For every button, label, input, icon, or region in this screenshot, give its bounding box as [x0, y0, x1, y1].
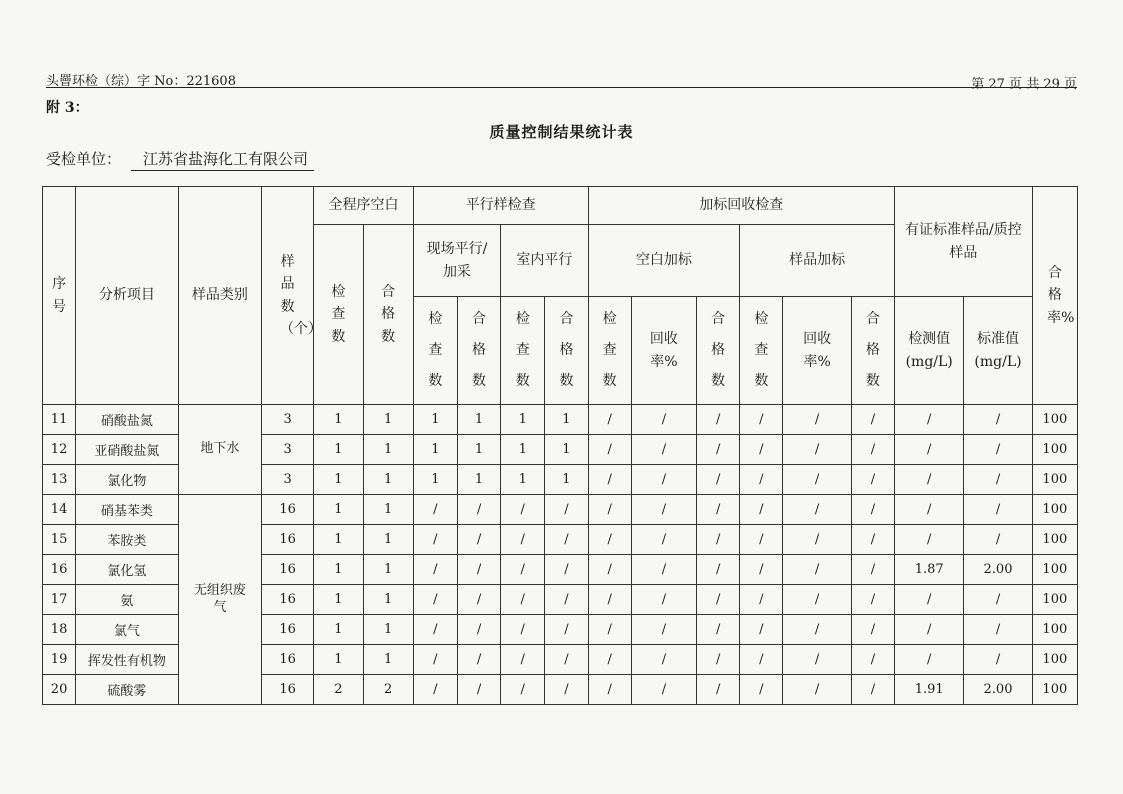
cell-value: /	[783, 585, 851, 615]
col-ss-check: 检查数	[740, 297, 783, 405]
cell-seq: 11	[43, 405, 76, 435]
cell-item: 氨	[76, 585, 178, 615]
cell-value: 1	[363, 615, 413, 645]
cell-value: /	[964, 525, 1032, 555]
cell-value: /	[545, 585, 588, 615]
cell-value: /	[697, 585, 740, 615]
cell-value: /	[413, 525, 457, 555]
cell-value: /	[740, 435, 783, 465]
cell-sample-count: 16	[262, 495, 314, 525]
cell-value: /	[545, 615, 588, 645]
cell-value: /	[413, 555, 457, 585]
cell-value: /	[964, 585, 1032, 615]
cell-value: /	[740, 615, 783, 645]
cell-item: 氯气	[76, 615, 178, 645]
cell-seq: 14	[43, 495, 76, 525]
cell-value: /	[457, 495, 500, 525]
cell-value: /	[588, 555, 631, 585]
cell-value: 1	[363, 405, 413, 435]
table-row	[43, 405, 1078, 435]
cell-value: 2	[363, 675, 413, 705]
cell-value: /	[964, 615, 1032, 645]
page-title: 质量控制结果统计表	[489, 123, 634, 141]
cell-value: 1	[545, 465, 588, 495]
col-measured: 检测值 (mg/L)	[895, 297, 964, 405]
cell-sample-count: 16	[262, 615, 314, 645]
cell-value: 1	[314, 645, 363, 675]
col-lab-check: 检查数	[501, 297, 545, 405]
cell-value: /	[631, 435, 696, 465]
cell-pass-rate: 100	[1032, 435, 1077, 465]
cell-value: 1	[314, 585, 363, 615]
col-seq: 序号	[43, 187, 76, 405]
col-sample-count: 样品数（个）	[262, 187, 314, 405]
cell-pass-rate: 100	[1032, 585, 1077, 615]
cell-value: 1	[363, 435, 413, 465]
cell-pass-rate: 100	[1032, 495, 1077, 525]
cell-value: /	[631, 645, 696, 675]
cell-value: /	[413, 585, 457, 615]
cell-value: /	[740, 585, 783, 615]
cell-value: /	[895, 615, 964, 645]
cell-value: /	[697, 465, 740, 495]
cell-sample-type: 地下水	[178, 405, 261, 495]
col-blank-group: 全程序空白	[314, 187, 413, 225]
cell-value: /	[501, 675, 545, 705]
cell-value: /	[964, 405, 1032, 435]
cell-value: 1	[314, 615, 363, 645]
col-field-parallel: 现场平行/加采	[413, 225, 500, 297]
col-lab-parallel: 室内平行	[501, 225, 588, 297]
cell-seq: 13	[43, 465, 76, 495]
doc-number: 头罾环检（综）字 No：221608	[46, 74, 236, 89]
cell-value: /	[588, 615, 631, 645]
cell-seq: 16	[43, 555, 76, 585]
cell-sample-type: 无组织废气	[178, 495, 261, 705]
cell-item: 硝酸盐氮	[76, 405, 178, 435]
cell-value: /	[501, 585, 545, 615]
cell-value: /	[588, 675, 631, 705]
cell-value: /	[964, 465, 1032, 495]
cell-value: /	[783, 615, 851, 645]
cell-value: /	[501, 555, 545, 585]
cell-value: 1	[457, 435, 500, 465]
cell-value: /	[413, 495, 457, 525]
cell-value: /	[457, 645, 500, 675]
cell-pass-rate: 100	[1032, 615, 1077, 645]
cell-seq: 20	[43, 675, 76, 705]
cell-value: /	[501, 525, 545, 555]
cell-value: /	[851, 495, 894, 525]
cell-value: 1	[457, 405, 500, 435]
cell-value: /	[740, 495, 783, 525]
cell-sample-count: 3	[262, 465, 314, 495]
col-ss-recovery: 回收率%	[783, 297, 851, 405]
cell-value: /	[631, 465, 696, 495]
cell-value: /	[697, 495, 740, 525]
cell-sample-count: 3	[262, 405, 314, 435]
cell-pass-rate: 100	[1032, 645, 1077, 675]
cell-value: /	[964, 435, 1032, 465]
cell-value: /	[501, 495, 545, 525]
col-sample-spike: 样品加标	[740, 225, 895, 297]
cell-seq: 17	[43, 585, 76, 615]
cell-value: /	[631, 585, 696, 615]
cell-value: /	[588, 585, 631, 615]
cell-value: /	[545, 645, 588, 675]
cell-value: /	[851, 645, 894, 675]
cell-value: /	[895, 525, 964, 555]
table-row	[43, 495, 1078, 525]
cell-value: /	[895, 585, 964, 615]
cell-value: 1.87	[895, 555, 964, 585]
cell-value: /	[740, 525, 783, 555]
cell-value: 2.00	[964, 555, 1032, 585]
col-blank-spike: 空白加标	[588, 225, 740, 297]
cell-value: /	[783, 465, 851, 495]
cell-sample-count: 3	[262, 435, 314, 465]
cell-pass-rate: 100	[1032, 555, 1077, 585]
cell-value: /	[851, 465, 894, 495]
cell-value: /	[545, 495, 588, 525]
col-ss-pass: 合格数	[851, 297, 894, 405]
cell-value: 1	[363, 465, 413, 495]
cell-value: /	[588, 495, 631, 525]
cell-value: /	[783, 555, 851, 585]
cell-item: 亚硝酸盐氮	[76, 435, 178, 465]
cell-value: /	[631, 615, 696, 645]
col-pass-rate: 合格率%	[1032, 187, 1077, 405]
cell-value: /	[895, 495, 964, 525]
cell-value: /	[501, 615, 545, 645]
cell-value: 1	[545, 405, 588, 435]
cell-value: 1	[545, 435, 588, 465]
inspected-unit	[46, 148, 314, 171]
cell-value: /	[457, 615, 500, 645]
cell-value: /	[697, 525, 740, 555]
cell-value: /	[413, 675, 457, 705]
cell-seq: 18	[43, 615, 76, 645]
col-lab-pass: 合格数	[545, 297, 588, 405]
cell-value: /	[783, 405, 851, 435]
cell-value: /	[697, 645, 740, 675]
cell-value: /	[895, 465, 964, 495]
col-blank-check: 检查数	[314, 225, 363, 405]
col-blank-pass: 合格数	[363, 225, 413, 405]
cell-value: 1	[413, 465, 457, 495]
cell-pass-rate: 100	[1032, 675, 1077, 705]
cell-value: 1	[363, 525, 413, 555]
cell-value: /	[895, 405, 964, 435]
cell-value: /	[413, 645, 457, 675]
cell-value: /	[697, 615, 740, 645]
cell-value: 1	[457, 465, 500, 495]
cell-value: /	[631, 525, 696, 555]
cell-value: /	[851, 615, 894, 645]
cell-value: 1	[314, 495, 363, 525]
cell-sample-count: 16	[262, 675, 314, 705]
cell-value: /	[851, 405, 894, 435]
col-parallel-group: 平行样检查	[413, 187, 588, 225]
cell-value: 1	[363, 555, 413, 585]
cell-value: /	[851, 525, 894, 555]
cell-value: /	[457, 555, 500, 585]
header-rule	[46, 87, 1077, 88]
cell-value: 2.00	[964, 675, 1032, 705]
col-bs-check: 检查数	[588, 297, 631, 405]
cell-value: /	[501, 645, 545, 675]
cell-sample-count: 16	[262, 585, 314, 615]
cell-value: 1	[501, 435, 545, 465]
cell-value: /	[631, 675, 696, 705]
cell-value: /	[697, 555, 740, 585]
cell-value: /	[783, 525, 851, 555]
col-sample-type: 样品类别	[178, 187, 261, 405]
cell-value: /	[895, 435, 964, 465]
cell-value: /	[588, 465, 631, 495]
cell-value: /	[457, 525, 500, 555]
cell-pass-rate: 100	[1032, 525, 1077, 555]
cell-value: /	[697, 405, 740, 435]
cell-value: 1	[363, 585, 413, 615]
col-standard: 标准值 (mg/L)	[964, 297, 1032, 405]
unit-label: 受检单位：	[46, 150, 122, 168]
cell-value: /	[631, 405, 696, 435]
cell-value: /	[588, 405, 631, 435]
cell-value: /	[740, 675, 783, 705]
cell-item: 硫酸雾	[76, 675, 178, 705]
cell-value: /	[851, 675, 894, 705]
cell-value: /	[740, 555, 783, 585]
cell-item: 硝基苯类	[76, 495, 178, 525]
cell-value: 1	[363, 645, 413, 675]
cell-sample-count: 16	[262, 645, 314, 675]
cell-seq: 15	[43, 525, 76, 555]
col-field-pass: 合格数	[457, 297, 500, 405]
cell-value: /	[783, 495, 851, 525]
cell-value: 1	[501, 465, 545, 495]
cell-value: /	[457, 585, 500, 615]
cell-value: 1	[314, 555, 363, 585]
cell-value: 1	[314, 465, 363, 495]
cell-item: 挥发性有机物	[76, 645, 178, 675]
cell-value: 1	[314, 405, 363, 435]
col-field-check: 检查数	[413, 297, 457, 405]
cell-value: 2	[314, 675, 363, 705]
cell-value: /	[631, 555, 696, 585]
cell-value: 1.91	[895, 675, 964, 705]
cell-value: /	[740, 405, 783, 435]
cell-value: /	[545, 555, 588, 585]
appendix-label: 附 3：	[46, 100, 89, 116]
cell-value: /	[851, 555, 894, 585]
cell-value: 1	[314, 435, 363, 465]
page-info: 第 27 页 共 29 页	[971, 77, 1077, 92]
cell-value: 1	[413, 405, 457, 435]
cell-sample-count: 16	[262, 555, 314, 585]
cell-sample-count: 16	[262, 525, 314, 555]
cell-value: /	[740, 465, 783, 495]
cell-value: /	[588, 525, 631, 555]
cell-value: /	[457, 675, 500, 705]
cell-seq: 19	[43, 645, 76, 675]
cell-value: 1	[413, 435, 457, 465]
cell-item: 苯胺类	[76, 525, 178, 555]
cell-value: /	[697, 435, 740, 465]
cell-value: /	[964, 495, 1032, 525]
cell-seq: 12	[43, 435, 76, 465]
cell-value: /	[783, 435, 851, 465]
cell-value: /	[783, 675, 851, 705]
cell-value: 1	[363, 495, 413, 525]
cell-value: /	[851, 435, 894, 465]
cell-value: 1	[314, 525, 363, 555]
cell-value: /	[413, 615, 457, 645]
col-spike-group: 加标回收检查	[588, 187, 894, 225]
col-bs-pass: 合格数	[697, 297, 740, 405]
unit-value: 江苏省盐海化工有限公司	[131, 148, 314, 171]
cell-value: /	[964, 645, 1032, 675]
cell-value: /	[697, 675, 740, 705]
cell-pass-rate: 100	[1032, 465, 1077, 495]
cell-value: /	[851, 585, 894, 615]
cell-value: /	[545, 525, 588, 555]
cell-value: /	[545, 675, 588, 705]
cell-item: 氯化物	[76, 465, 178, 495]
cell-value: /	[588, 645, 631, 675]
cell-value: 1	[501, 405, 545, 435]
col-bs-recovery: 回收率%	[631, 297, 696, 405]
qc-table	[42, 186, 1078, 705]
cell-value: /	[783, 645, 851, 675]
cell-value: /	[740, 645, 783, 675]
cell-pass-rate: 100	[1032, 405, 1077, 435]
cell-item: 氯化氢	[76, 555, 178, 585]
col-item: 分析项目	[76, 187, 178, 405]
cell-value: /	[895, 645, 964, 675]
col-cert-group: 有证标准样品/质控样品	[895, 187, 1033, 297]
cell-value: /	[631, 495, 696, 525]
cell-value: /	[588, 435, 631, 465]
